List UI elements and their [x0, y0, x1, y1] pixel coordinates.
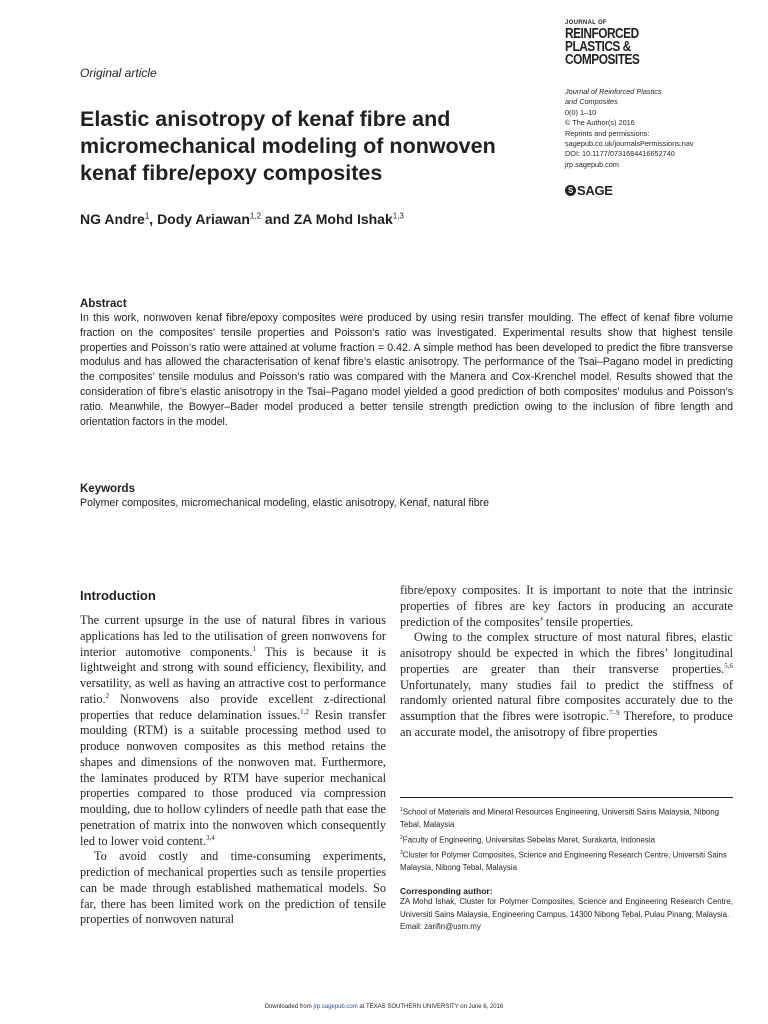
download-prefix: Downloaded from — [264, 1004, 314, 1010]
citation: 1 — [252, 644, 256, 653]
citation: 7–9 — [609, 708, 620, 717]
text-run: Nonwovens also provide excellent z-directional properties that reduce delamination issues. — [80, 691, 386, 722]
corresponding-heading: Corresponding author: — [400, 886, 493, 897]
introduction-paragraph: To avoid costly and time-consuming experiments, prediction of mechanical properties such as tensile properties can be made through established mathematical models. So far, there has been limited work on the prediction of tensile properties of nonwoven natural — [80, 849, 386, 927]
footnotes — [400, 797, 733, 934]
citation: 3,4 — [206, 833, 215, 842]
introduction-paragraph: fibre/epoxy composites. It is important to note that the intrinsic properties of fibres are key factors in producing an accurate prediction of the composites’ tensile properties. — [400, 583, 733, 629]
author-list — [80, 211, 404, 227]
text-run: Unfortunately, many studies fail to predict the stiffness of randomly oriented natural fibre composites accurately due to the assumption that the fibres were isotropic. — [400, 677, 733, 723]
author-name: ZA Mohd Ishak — [293, 211, 393, 227]
affiliation — [400, 832, 733, 847]
author-affiliation-mark: 1,3 — [392, 211, 404, 221]
sage-logo-icon: S — [565, 185, 576, 196]
journal-meta-line: Reprints and permissions: — [565, 128, 650, 138]
citation: 1,2 — [300, 707, 309, 716]
footnote-divider — [400, 797, 733, 798]
journal-meta-line: jrp.sagepub.com — [565, 159, 619, 169]
journal-logo-small: JOURNAL OF — [565, 20, 607, 26]
citation: 2 — [105, 691, 110, 700]
affiliation — [400, 847, 733, 875]
introduction-paragraph — [400, 630, 733, 740]
journal-logo — [565, 20, 685, 67]
affiliation-number: 1 — [400, 807, 403, 813]
author-separator: and — [261, 211, 294, 227]
corresponding-email[interactable]: Email: zarifin@usm.my — [400, 922, 481, 932]
journal-logo-line: COMPOSITES — [565, 52, 640, 68]
publisher-name: SAGE — [577, 183, 613, 198]
corresponding-address: ZA Mohd Ishak, Cluster for Polymer Composites, Science and Engineering Research Centre, Universiti Sains Malaysia, Engineering Campus, 14300 Nibong Tebal, Pulau Pinang, Malaysia. — [400, 897, 733, 919]
journal-logo-line: PLASTICS & — [565, 39, 631, 55]
article-title: Elastic anisotropy of kenaf fibre and micromechanical modeling of nonwoven kenaf fibre/epoxy composites — [80, 107, 496, 185]
author-name: Dody Ariawan — [157, 211, 250, 227]
author-affiliation-mark: 1,2 — [249, 211, 262, 221]
journal-logo-line: REINFORCED — [565, 26, 639, 42]
journal-meta-line: Journal of Reinforced Plastics — [565, 87, 662, 96]
affiliation-number: 2 — [400, 834, 403, 841]
keywords-section — [80, 482, 733, 511]
affiliation-list — [400, 804, 733, 874]
journal-meta-line: and Composites — [565, 97, 618, 107]
text-run: The current upsurge in the use of natural fibres in various applications has led to the utilisation of green nonwovens for interior automotive components. — [80, 613, 386, 659]
text-run: This is because it is lightweight and strong with sound efficiency, flexibility, and versatility, as well as having an attractive cost to performance ratio. — [80, 644, 386, 706]
journal-meta-line: sagepub.co.uk/journalsPermissions.nav — [565, 139, 694, 149]
author-separator: , — [149, 211, 158, 227]
journal-meta-line: © The Author(s) 2016 — [565, 118, 635, 128]
affiliation-text: School of Materials and Mineral Resources Engineering, Universiti Sains Malaysia, Nibong Tebal, Malaysia — [400, 807, 719, 830]
right-column — [400, 583, 733, 741]
author-name: NG Andre — [80, 211, 145, 227]
journal-link[interactable]: jrp.sagepub.com — [313, 1004, 358, 1010]
keywords-text: Polymer composites, micromechanical modeling, elastic anisotropy, Kenaf, natural fibre — [80, 497, 490, 509]
affiliation-text: Cluster for Polymer Composites, Science and Engineering Research Centre, Universiti Sains Malaysia, Nibong Tebal, Malaysia — [400, 850, 727, 872]
affiliation — [400, 804, 733, 832]
introduction-heading: Introduction — [80, 588, 156, 603]
introduction-paragraph — [80, 613, 386, 849]
text-run: Resin transfer moulding (RTM) is a suitable processing method used to produce nonwoven composites as this method retains the shapes and dimensions of the nonwoven mat. Furthermore, the laminates produced by RTM have superior mechanical properties compared to those produced via compression moulding, due to hollow cylinders of needle path that ease the penetration of matrix into the nonwoven which consequently led to lower void content. — [80, 707, 387, 848]
publisher-logo — [565, 183, 613, 198]
abstract-heading: Abstract — [80, 298, 127, 310]
text-run: Owing to the complex structure of most natural fibres, elastic anisotropy should be expected in which the fibres’ longitudinal properties are greater than their transverse properties. — [400, 630, 733, 676]
journal-meta-line: DOI: 10.1177/0731684416652740 — [565, 149, 675, 159]
abstract-section — [80, 297, 733, 429]
affiliation-text: Faculty of Engineering, Universitas Sebelas Maret, Surakarta, Indonesia — [402, 835, 655, 845]
text-run: Therefore, to produce an accurate model, the anisotropy of fibre properties — [400, 709, 733, 739]
author-affiliation-mark: 1 — [144, 211, 150, 221]
keywords-heading: Keywords — [80, 483, 135, 495]
download-note — [0, 1004, 768, 1010]
journal-meta-line: 0(0) 1–10 — [565, 107, 597, 117]
citation: 5,6 — [724, 661, 733, 670]
article-type: Original article — [80, 66, 157, 80]
affiliation-number: 3 — [400, 849, 403, 856]
abstract-text: In this work, nonwoven kenaf fibre/epoxy composites were produced by using resin transfer moulding. The effect of kenaf fibre volume fraction on the composites’ tensile properties and Poisson’s ratio was investigated. Experimental results show that highest tensile properties and Poisson’s ratio were attained at volume fraction = 0.42. A simple method has been developed to predict the fibre transverse modulus and has allowed the characterisation of kenaf fibre’s elastic anisotropy. The performance of the Tsai–Pagano model in predicting the composites’ tensile modulus and Poisson’s ratio was compared with the Manera and Cox-Krenchel model. Results showed that the consideration of fibre’s elastic anisotropy in the Tsai–Pagano model yielded a good prediction of both composites’ modulus and Poisson’s ratio. Meanwhile, the Bowyer–Bader model produced a better tensile strength prediction owing to the inclusion of fibre length and orientation factors in the model. — [80, 312, 733, 428]
left-column — [80, 588, 386, 928]
journal-meta — [565, 87, 755, 170]
download-suffix: at TEXAS SOUTHERN UNIVERSITY on June 6, 2016 — [357, 1004, 504, 1010]
